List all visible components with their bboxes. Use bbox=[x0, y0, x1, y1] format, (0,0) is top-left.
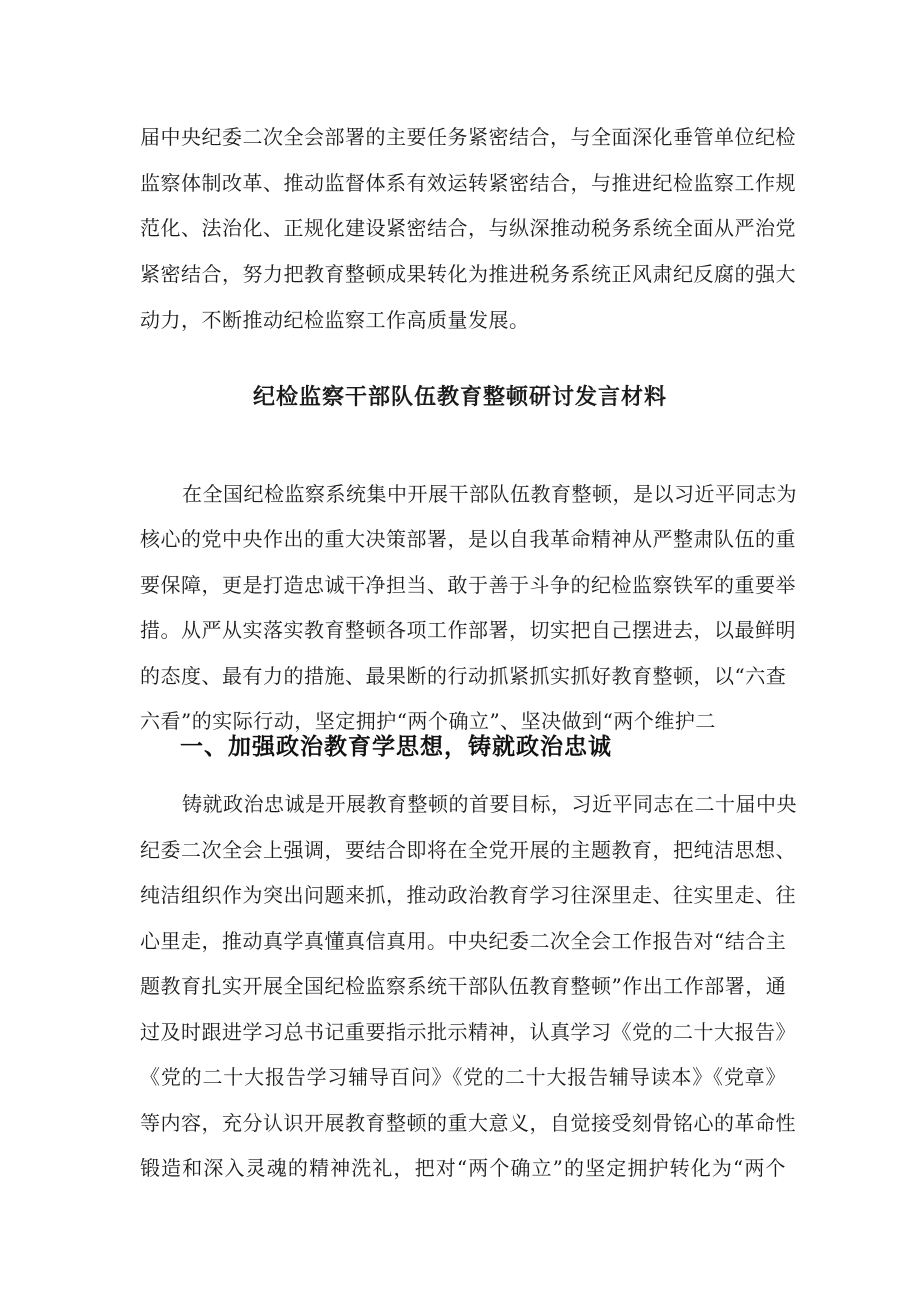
intro-line-1: 届中央纪委二次全会部署的主要任务紧密结合，与全面深化垂管单位纪检 bbox=[140, 125, 796, 149]
section-1-line-5: 题教育扎实开展全国纪检监察系统干部队伍教育整顿”作出工作部署，通 bbox=[140, 974, 787, 998]
section-1-heading: 一、加强政治教育学思想，铸就政治忠诚 bbox=[180, 734, 612, 760]
section-1-line-3: 纯洁组织作为突出问题来抓，推动政治教育学习往深里走、往实里走、往 bbox=[140, 883, 796, 907]
preface-line-1: 在全国纪检监察系统集中开展干部队伍教育整顿，是以习近平同志为 bbox=[182, 482, 797, 506]
section-1-line-4: 心里走，推动真学真懂真信真用。中央纪委二次全会工作报告对“结合主 bbox=[140, 929, 787, 953]
intro-line-2: 监察体制改革、推动监督体系有效运转紧密结合，与推进纪检监察工作规 bbox=[140, 171, 796, 195]
section-1-line-7: 《党的二十大报告学习辅导百问》《党的二十大报告辅导读本》《党章》 bbox=[140, 1065, 786, 1089]
document-title: 纪检监察干部队伍教育整顿研讨发言材料 bbox=[252, 385, 667, 410]
preface-line-6: 六看”的实际行动，坚定拥护“两个确立”、坚决做到“两个维护二 bbox=[140, 709, 716, 733]
section-1-line-8: 等内容，充分认识开展教育整顿的重大意义，自觉接受刻骨铭心的革命性 bbox=[140, 1111, 796, 1135]
preface-line-2: 核心的党中央作出的重大决策部署，是以自我革命精神从严整肃队伍的重 bbox=[140, 527, 796, 551]
intro-line-3: 范化、法治化、正规化建设紧密结合，与纵深推动税务系统全面从严治党 bbox=[140, 216, 796, 240]
intro-line-5: 动力，不断推动纪检监察工作高质量发展。 bbox=[140, 308, 530, 332]
preface-line-3: 要保障，更是打造忠诚干净担当、敢于善于斗争的纪检监察铁军的重要举 bbox=[140, 573, 796, 597]
section-1-line-6: 过及时跟进学习总书记重要指示批示精神，认真学习《党的二十大报告》 bbox=[140, 1020, 796, 1044]
preface-line-5: 的态度、最有力的措施、最果断的行动抓紧抓实抓好教育整顿，以“六查 bbox=[140, 664, 787, 688]
intro-line-4: 紧密结合，努力把教育整顿成果转化为推进税务系统正风肃纪反腐的强大 bbox=[140, 262, 796, 286]
section-1-line-9: 锻造和深入灵魂的精神洗礼，把对“两个确立”的坚定拥护转化为“两个 bbox=[140, 1156, 786, 1180]
section-1-line-2: 纪委二次全会上强调，要结合即将在全党开展的主题教育，把纯洁思想、 bbox=[140, 838, 796, 862]
section-1-line-1: 铸就政治忠诚是开展教育整顿的首要目标，习近平同志在二十届中央 bbox=[182, 792, 797, 816]
preface-line-4: 措。从严从实落实教育整顿各项工作部署，切实把自己摆进去，以最鲜明 bbox=[140, 618, 796, 642]
